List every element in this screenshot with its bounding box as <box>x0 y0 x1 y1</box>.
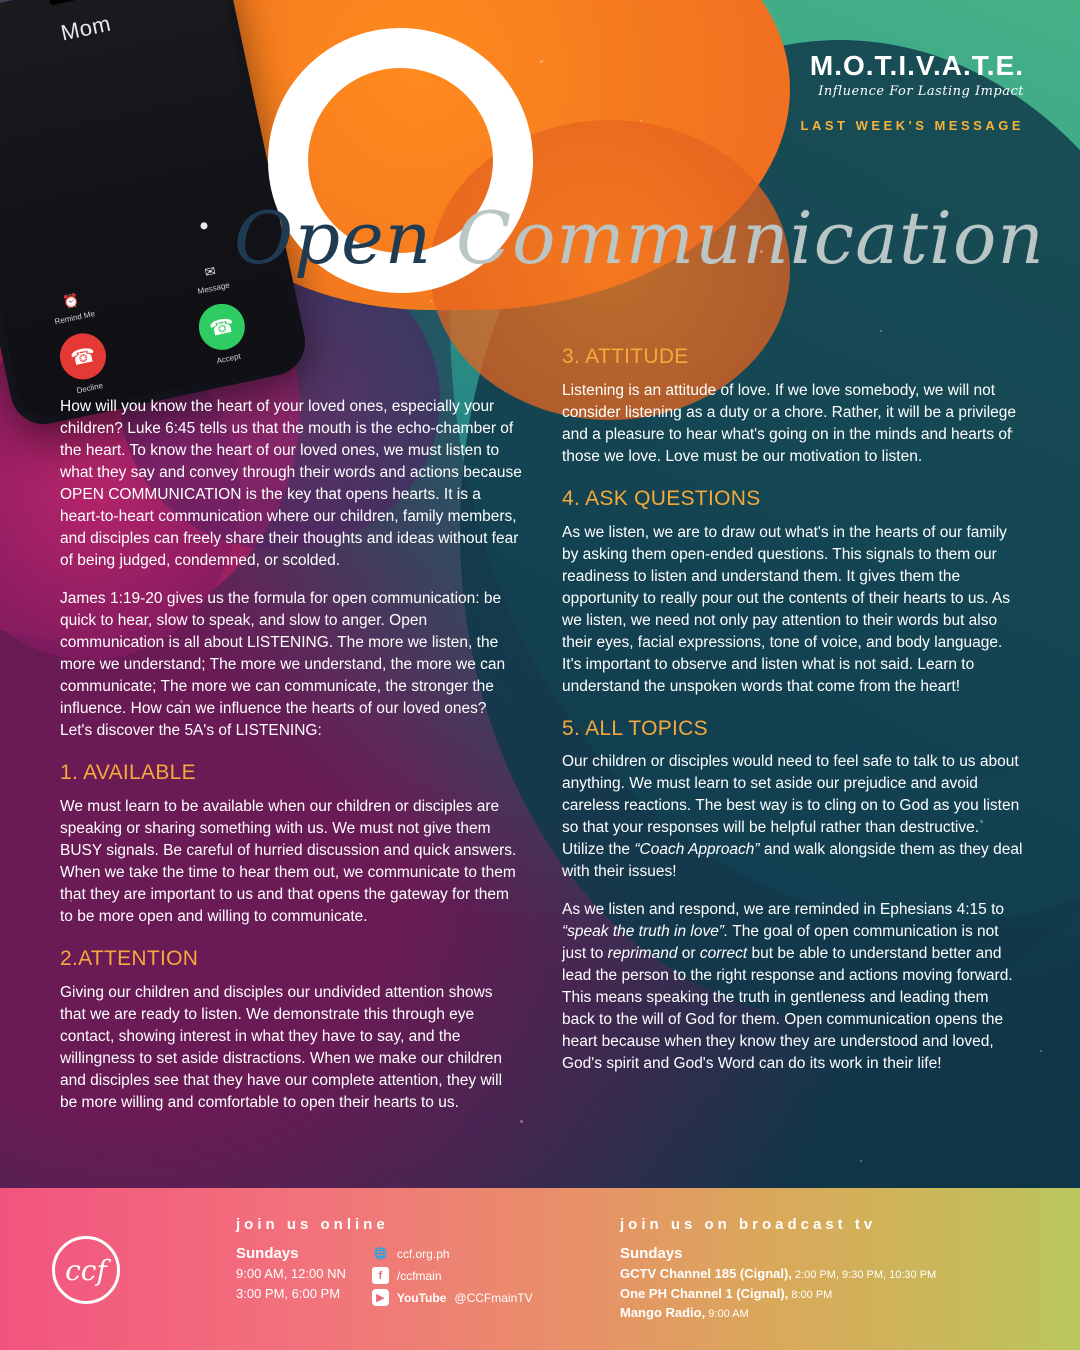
left-text-column <box>60 396 522 1130</box>
message-kicker: LAST WEEK'S MESSAGE <box>800 118 1024 133</box>
decline-call-button[interactable] <box>34 324 135 401</box>
footer-online-times-1: 9:00 AM, 12:00 NN <box>236 1266 346 1281</box>
facebook-link[interactable] <box>372 1267 533 1284</box>
page-title <box>234 196 1045 280</box>
remind-me-action[interactable] <box>35 286 109 329</box>
footer-broadcast-heading: join us on broadcast tv <box>620 1216 877 1233</box>
section-heading-attitude: 3. ATTITUDE <box>562 345 689 368</box>
broadcast-line-oneph <box>620 1284 936 1304</box>
brand-block <box>810 50 1024 99</box>
title-part-two: Communication <box>456 196 1045 280</box>
accept-label: Accept <box>215 351 242 366</box>
broadcast-mango-name: Mango Radio, <box>620 1305 706 1320</box>
ccf-logo: ccf <box>52 1236 120 1304</box>
closing-text-1: As we listen and respond, we are reminded in Ephesians 4:15 to <box>562 901 1005 919</box>
closing-text-2: The goal of open communication is not just to <box>562 923 999 963</box>
section-heading-ask-questions: 4. ASK QUESTIONS <box>562 486 761 510</box>
intro-paragraph-2: James 1:19-20 gives us the formula for open communication: be quick to hear, slow to speak, and slow to anger. Open communication is all about LISTENING. The more we listen, the more we understand; The more we understand, the more we can communicate; The more we can communicate, the stronger the influence. How can we influence the hearts of our loved ones? Let's discover the 5A's of LISTENING: <box>60 590 506 739</box>
broadcast-oneph-channel: One PH Channel 1 (Cignal), <box>620 1285 789 1301</box>
globe-icon: 🌐 <box>373 1248 388 1260</box>
decline-label: Decline <box>75 380 104 396</box>
section-heading-attention: 2.ATTENTION <box>60 946 199 970</box>
caller-name: Mom <box>58 10 114 46</box>
broadcast-mango-times: 9:00 AM <box>705 1308 749 1320</box>
section-body-ask-questions: As we listen, we are to draw out what's in the hearts of our family by asking them open-ended questions. This signals to them our readiness to listen and understand them. It gives them the opportunity to really pour out the contents of their hearts to us. As we listen, we need not only pay attention to their words but also their eyes, facial expressions, tone of voice, and body language. It's important to observe and listen what is not said. Learn to understand the unspoken words that come from the heart! <box>562 523 1011 695</box>
section-body-available: We must learn to be available when our children or disciples are speaking or sharing something with us. We must not give them BUSY signals. Be careful of hurried discussion and quick answers. When we take the time to hear them out, we communicate to them that they are important to us and that opens the gateway for them to be more open and willing to communicate. <box>60 797 517 925</box>
alarm-icon: ⏰ <box>61 292 81 311</box>
broadcast-line-mango <box>620 1303 936 1323</box>
footer-broadcast-day: Sundays <box>620 1245 683 1262</box>
remind-me-label: Remind Me <box>53 309 96 327</box>
broadcast-line-gctv <box>620 1264 936 1284</box>
message-icon: ✉ <box>203 263 218 281</box>
website-link[interactable] <box>372 1245 533 1262</box>
closing-text-4: but be able to understand better and lead the person to the right response and actions moving forward. This means speaking the truth in gentleness and leading them back to the will of God for them. Open communication opens the heart because when they know they are understood and loved, God's spirit and God's Word can do its work in their life! <box>562 945 1013 1073</box>
accept-call-button[interactable] <box>173 295 274 372</box>
section-body-attitude: Listening is an attitude of love. If we love somebody, we will not consider listening as a duty or a chore. Rather, it will be a privilege and a pleasure to hear what's going on in the minds and hearts of those we love. Love must be our motivation to listen. <box>562 381 1017 465</box>
facebook-label: /ccfmain <box>396 1268 442 1283</box>
coach-approach-quote: “Coach Approach” <box>634 841 760 859</box>
footer-online-block <box>236 1216 533 1311</box>
section-body-attention: Giving our children and disciples our undivided attention shows that we are ready to listen. We demonstrate this through eye contact, showing interest in what they have to say, and the willingness to set aside distractions. When we make our children and disciples see that they have our complete attention, they will be more willing and comfortable to open their hearts to us. <box>60 983 503 1111</box>
footer-social-links <box>372 1245 533 1311</box>
message-label: Message <box>196 280 231 296</box>
section-body-all-topics <box>562 751 1024 883</box>
emphasis-reprimand: reprimand <box>607 945 678 963</box>
youtube-icon: ▶ <box>372 1289 389 1306</box>
all-topics-text-1: Our children or disciples would need to feel safe to talk to us about anything. We must learn to set aside our prejudice and avoid careless reactions. The best way is to cling on to God as you listen so that your responses will be helpful rather than destructive. Utilize the <box>562 753 1020 859</box>
broadcast-gctv-channel: GCTV Channel 185 (Cignal), <box>620 1266 792 1281</box>
footer-bar <box>0 1188 1080 1350</box>
phone-decline-icon: ☎ <box>56 329 111 384</box>
emphasis-correct: correct <box>699 945 748 963</box>
footer-online-schedule <box>236 1245 346 1311</box>
speak-truth-quote: “speak the truth in love”. <box>562 923 729 941</box>
intro-paragraph-1: How will you know the heart of your loved ones, especially your children? Luke 6:45 tells us that the mouth is the echo-chamber of the heart. To know the heart of our loved ones, we must listen to what they say and convey through their words and actions because OPEN COMMUNICATION is the key that opens hearts. It is a heart-to-heart communication where our children, family members, and disciples can freely share their thoughts and ideas without fear of being judged, condemned, or scolded. <box>60 398 522 569</box>
website-label: ccf.org.ph <box>396 1246 450 1261</box>
closing-text-3: or <box>677 945 700 963</box>
footer-online-times-2: 3:00 PM, 6:00 PM <box>236 1285 341 1301</box>
footer-online-heading: join us online <box>236 1216 389 1233</box>
all-topics-text-2: and walk alongside them as they deal with their issues! <box>562 841 1023 881</box>
footer-broadcast-block <box>620 1216 936 1323</box>
section-heading-available: 1. AVAILABLE <box>60 761 196 784</box>
title-part-one: Open <box>234 196 433 280</box>
brand-title: M.O.T.I.V.A.T.E. <box>809 50 1024 81</box>
closing-paragraph <box>562 899 1024 1075</box>
facebook-icon: f <box>372 1267 389 1284</box>
phone-accept-icon: ☎ <box>195 300 250 355</box>
youtube-link[interactable] <box>372 1289 533 1306</box>
footer-online-day: Sundays <box>236 1245 299 1262</box>
incoming-call-indicator <box>200 222 208 230</box>
broadcast-oneph-times: 8:00 PM <box>788 1288 833 1301</box>
section-heading-all-topics: 5. ALL TOPICS <box>562 716 708 740</box>
youtube-label: YouTube <box>396 1290 447 1305</box>
brand-tagline: Influence For Lasting Impact <box>818 84 1024 99</box>
youtube-handle: @CCFmainTV <box>454 1290 533 1305</box>
broadcast-gctv-times: 2:00 PM, 9:30 PM, 10:30 PM <box>791 1269 937 1281</box>
right-text-column <box>562 340 1024 1091</box>
